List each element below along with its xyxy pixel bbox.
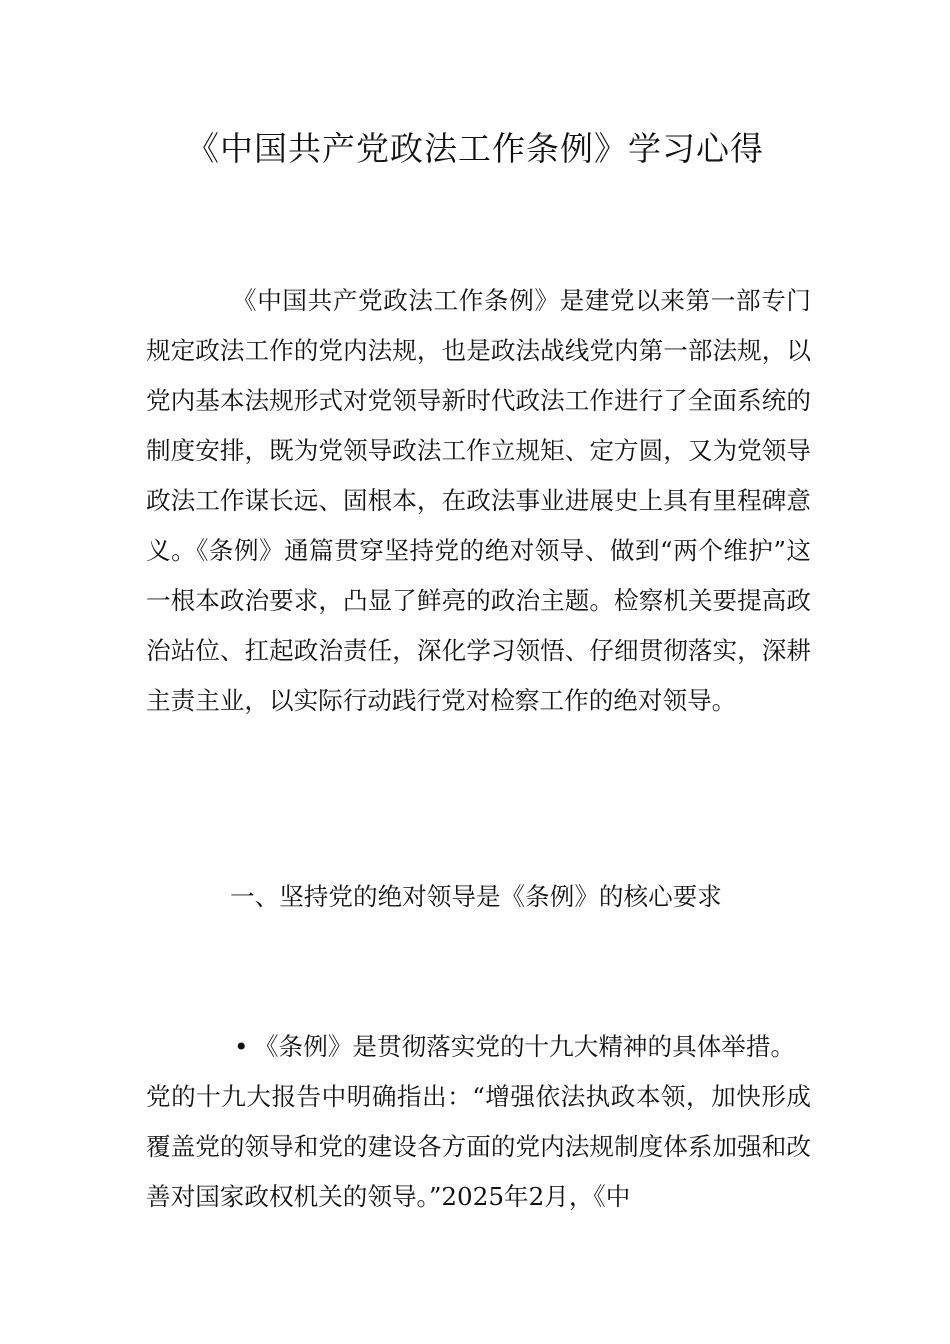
section-heading: 一、坚持党的绝对领导是《条例》的核心要求	[230, 882, 722, 911]
bullet-first-text: 《条例》是贯彻落实党的十九大精神的具体举措。	[254, 1032, 796, 1061]
bullet-rest-text: 党的十九大报告中明确指出：“增强依法执政本领，加快形成覆盖党的领导和党的建设各方面的党内法规制度体系加强和改善对国家政权机关的领导。”2025年2月，《中	[146, 1082, 811, 1211]
bullet-paragraph	[146, 1022, 811, 1222]
document-title: 《中国共产党政法工作条例》学习心得	[186, 129, 764, 168]
bullet-first-line	[146, 1022, 811, 1072]
bullet-icon: •	[234, 1032, 249, 1061]
intro-paragraph: 《中国共产党政法工作条例》是建党以来第一部专门规定政法工作的党内法规，也是政法战线党内第一部法规，以党内基本法规形式对党领导新时代政法工作进行了全面系统的制度安排，既为党领导政法工作立规矩、定方圆，又为党领导政法工作谋长远、固根本，在政法事业进展史上具有里程碑意义。《条例》通篇贯穿坚持党的绝对领导、做到“两个维护”这一根本政治要求，凸显了鲜亮的政治主题。检察机关要提高政治站位、扛起政治责任，深化学习领悟、仔细贯彻落实，深耕主责主业，以实际行动践行党对检察工作的绝对领导。	[146, 286, 811, 715]
